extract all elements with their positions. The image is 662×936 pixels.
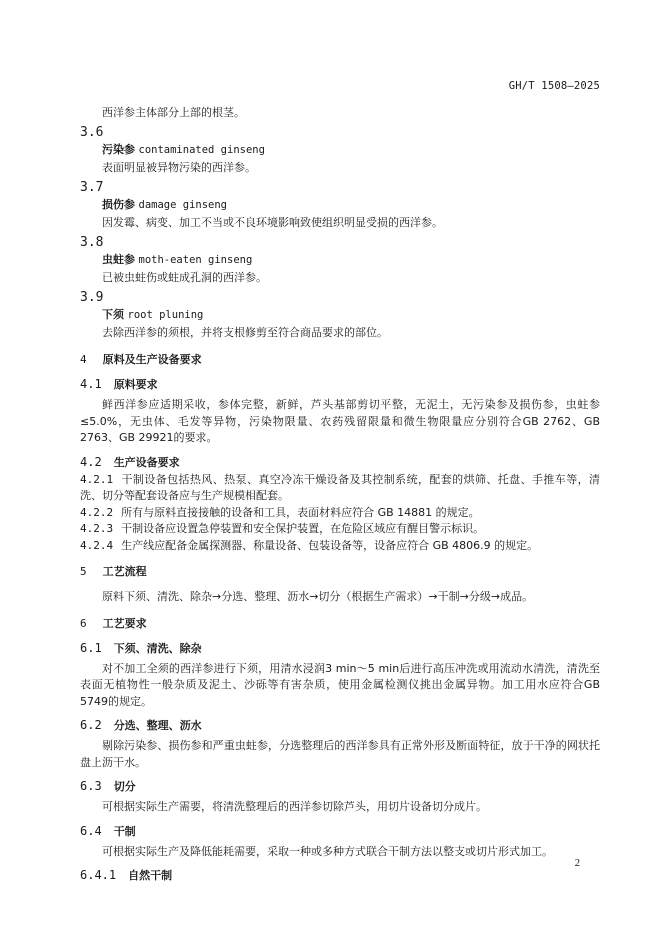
- section-heading-5: [80, 563, 600, 581]
- section-number: 4: [80, 353, 87, 366]
- term-cn: 下须: [102, 308, 124, 321]
- section-number: 6.4: [80, 823, 102, 838]
- section-heading-6: [80, 615, 600, 633]
- section-title: 生产设备要求: [113, 455, 180, 469]
- section-number: 6.1: [80, 640, 102, 655]
- section-heading-6-4-1: [80, 866, 600, 885]
- section-title: 干制: [113, 824, 136, 838]
- section-title: 工艺要求: [102, 616, 147, 630]
- section-title: 下须、清洗、除杂: [113, 641, 202, 655]
- content: [80, 104, 600, 885]
- section-title: 工艺流程: [102, 565, 147, 578]
- term-definition: 因发霉、病变、加工不当或不良环境影响致使组织明显受损的西洋参。: [102, 216, 443, 229]
- section-heading-6-1: [80, 639, 600, 658]
- term-3-8: [80, 234, 600, 287]
- clause-number: 4.2.4: [80, 538, 114, 552]
- page-number: 2: [574, 858, 580, 869]
- section-number: 6.4.1: [80, 868, 117, 882]
- section-heading-6-3: [80, 777, 600, 796]
- term-title: [80, 196, 600, 214]
- section-title: 分选、整理、沥水: [113, 719, 202, 732]
- standard-code: GH/T 1508—2025: [508, 80, 600, 92]
- term-definition: 西洋参主体部分上部的根茎。: [102, 106, 245, 119]
- clause-number: 4.2.1: [80, 472, 114, 486]
- section-title: 原料及生产设备要求: [102, 353, 202, 366]
- paragraph: 原料下须、清洗、除杂→分选、整理、沥水→切分（根据生产需求）→干制→分级→成品。: [102, 590, 534, 603]
- section-number: 6.2: [80, 718, 102, 732]
- term-definition: 去除西洋参的须根，并将支根修剪至符合商品要求的部位。: [102, 326, 388, 339]
- term-cn: 虫蛀参: [102, 253, 135, 266]
- paragraph: 剔除污染参、损伤参和严重虫蛀参，分选整理后的西洋参具有正常外形及断面特征，放于干净的网状托盘上沥干水。: [80, 739, 600, 769]
- section-heading-6-2: [80, 716, 600, 735]
- term-number: 3.7: [80, 180, 104, 195]
- term-number: 3.6: [80, 125, 104, 140]
- term-cn: 污染参: [102, 143, 135, 156]
- section-title: 原料要求: [113, 378, 158, 391]
- clause-text: 干制设备应设置急停装置和安全保护装置，在危险区域应有醒目警示标识。: [121, 522, 485, 535]
- term-number: 3.8: [80, 235, 104, 250]
- term-title: [80, 251, 600, 269]
- section-number: 4.1: [80, 377, 102, 391]
- section-number: 4.2: [80, 454, 102, 469]
- paragraph: 可根据实际生产及降低能耗需要，采取一种或多种方式联合干制方法以整支或切片形式加工。: [102, 844, 553, 858]
- term-3-7: [80, 179, 600, 232]
- term-en: damage ginseng: [138, 199, 228, 211]
- term-en: root pluning: [127, 309, 204, 321]
- section-number: 5: [80, 565, 87, 578]
- section-heading-4-2: [80, 453, 600, 472]
- clause-number: 4.2.3: [80, 522, 114, 535]
- section-number: 6: [80, 616, 87, 630]
- section-number: 6.3: [80, 779, 102, 793]
- clause-4-2-4: [80, 538, 600, 555]
- section-heading-6-4: [80, 822, 600, 841]
- term-en: contaminated ginseng: [138, 144, 265, 156]
- clause-number: 4.2.2: [80, 505, 114, 519]
- paragraph: 可根据实际生产需要，将清洗整理后的西洋参切除芦头，用切片设备切分成片。: [102, 800, 487, 813]
- term-title: [80, 141, 600, 159]
- section-title: 切分: [113, 780, 136, 793]
- term-number: 3.9: [80, 290, 104, 305]
- section-title: 自然干制: [128, 869, 173, 882]
- term-en: moth-eaten ginseng: [138, 254, 253, 266]
- term-3-9: [80, 289, 600, 342]
- term-definition: 已被虫蛀伤或蛀成孔洞的西洋参。: [102, 271, 267, 284]
- term-title: [80, 306, 600, 324]
- term-definition: 表面明显被异物污染的西洋参。: [102, 161, 256, 174]
- section-heading-4-1: [80, 375, 600, 394]
- clause-4-2-3: [80, 521, 600, 538]
- clause-4-2-1: [80, 472, 600, 505]
- term-3-6: [80, 124, 600, 177]
- paragraph: 鲜西洋参应适期采收，参体完整，新鲜，芦头基部剪切平整，无泥土，无污染参及损伤参，虫蛀参≤5.0%，无虫体、毛发等异物，污染物限量、农药残留限量和微生物限量应分别符合GB 2762、GB 2763、GB 29921的要求。: [80, 398, 600, 444]
- term-cn: 损伤参: [102, 198, 135, 211]
- section-heading-4: [80, 351, 600, 369]
- clause-text: 干制设备包括热风、热泵、真空冷冻干燥设备及其控制系统，配套的烘筛、托盘、手推车等，清洗、切分等配套设备应与生产规模相配套。: [80, 472, 600, 502]
- clause-text: 生产线应配备金属探测器、称量设备、包装设备等，设备应符合 GB 4806.9 的规定。: [121, 538, 539, 552]
- clause-4-2-2: [80, 505, 600, 522]
- clause-text: 所有与原料直接接触的设备和工具，表面材料应符合 GB 14881 的规定。: [121, 505, 480, 519]
- paragraph: 对不加工全须的西洋参进行下须，用清水浸润3 min～5 min后进行高压冲洗或用流动水清洗，清洗至表面无植物性一般杂质及泥土、沙砾等有害杂质，使用金属检测仪挑出金属异物。加工用水应符合GB 5749的规定。: [80, 661, 600, 708]
